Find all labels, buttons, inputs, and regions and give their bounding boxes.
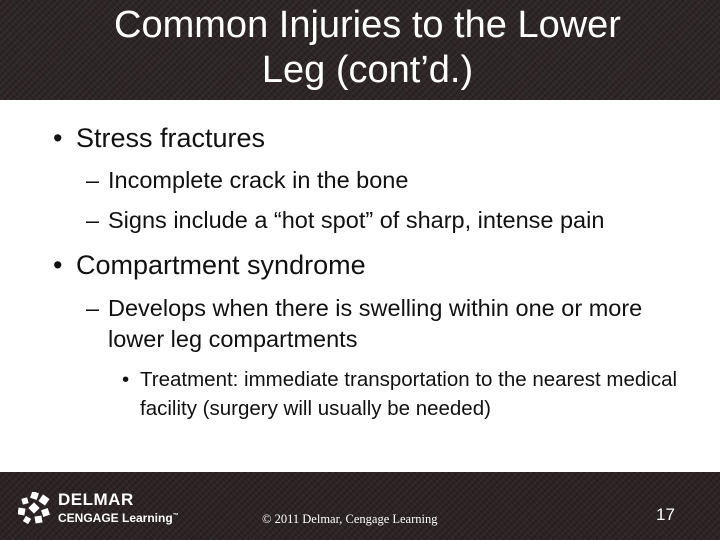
bullet-marker: •	[122, 368, 130, 391]
title-band	[0, 0, 720, 100]
bullet-marker: •	[53, 123, 63, 153]
dash-marker: –	[86, 295, 100, 321]
sub-bullet-text: Signs include a “hot spot” of sharp, intense pain	[108, 207, 605, 233]
dash-marker: –	[86, 167, 100, 193]
copyright-notice: © 2011 Delmar, Cengage Learning	[262, 512, 438, 526]
logo-wordmark-delmar: DELMAR	[58, 490, 134, 509]
sub-bullet-text: Develops when there is swelling within one or more lower leg compartments	[108, 295, 643, 352]
dash-marker: –	[86, 207, 100, 233]
footer-band	[0, 472, 720, 540]
slide-title-line-1: Common Injuries to the Lower	[114, 4, 621, 46]
bullet-text: Stress fractures	[76, 123, 266, 153]
slide-title	[0, 3, 720, 93]
logo-cengage-text: CENGAGE Learning	[58, 511, 173, 525]
logo-trademark: ™	[172, 513, 179, 519]
delmar-cengage-logo-icon	[18, 492, 52, 524]
sub-sub-bullet-text: Treatment: immediate transportation to the nearest medical facility (surgery will usually be needed)	[140, 368, 678, 420]
bullet-marker: •	[53, 250, 63, 280]
page-number: 17	[656, 505, 675, 524]
sub-bullet-text: Incomplete crack in the bone	[108, 167, 409, 193]
slide-title-line-2: Leg (cont’d.)	[261, 49, 474, 91]
bullet-text: Compartment syndrome	[76, 250, 366, 280]
logo-wordmark-cengage	[58, 509, 179, 525]
slide-body	[0, 100, 720, 472]
